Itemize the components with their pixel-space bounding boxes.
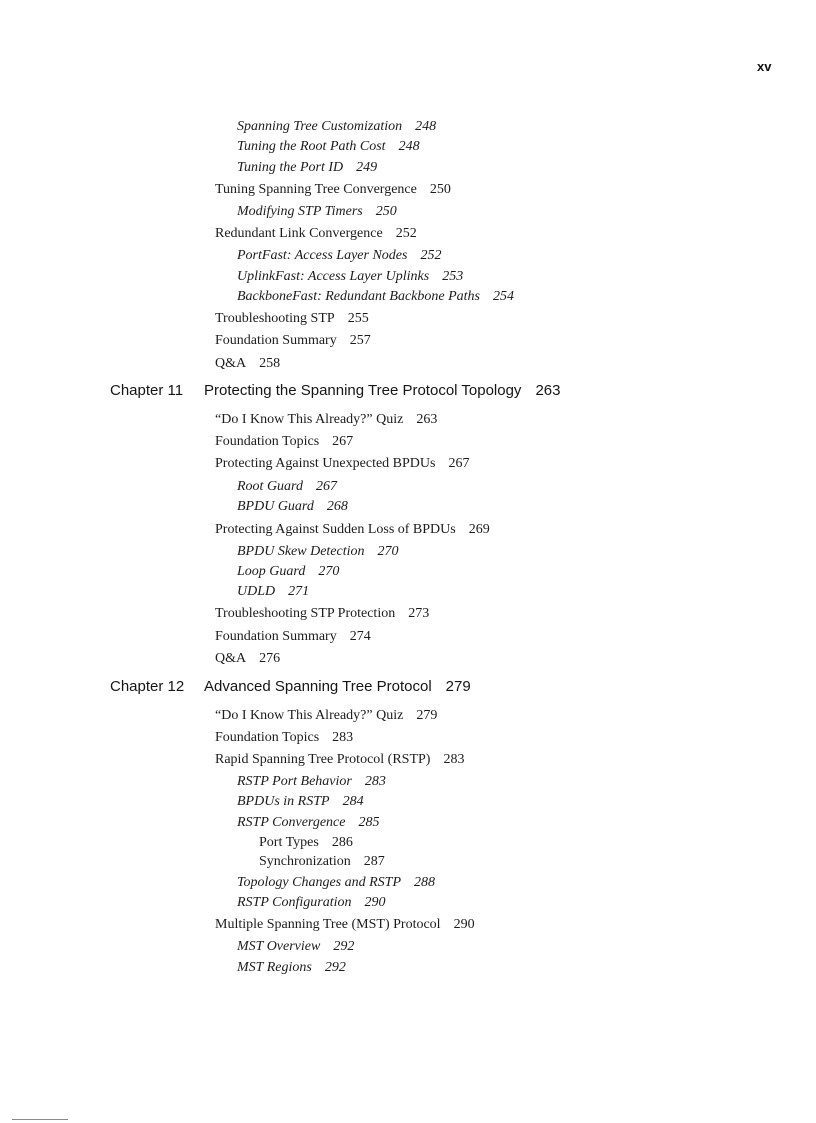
entry-title: Foundation Summary: [215, 333, 337, 348]
entry-title: MST Regions: [237, 960, 312, 975]
entry-title: Foundation Topics: [215, 434, 320, 449]
toc-entry: [237, 814, 379, 832]
entry-page: 283: [443, 752, 465, 767]
entry-page: 263: [416, 412, 438, 427]
entry-page: 269: [468, 522, 490, 537]
entry-page: 284: [342, 794, 364, 809]
toc-entry: [215, 225, 417, 243]
entry-title: Foundation Summary: [215, 629, 337, 644]
chapter-page: 279: [445, 678, 471, 695]
entry-title: UDLD: [237, 584, 276, 599]
entry-page: 283: [332, 730, 354, 745]
toc-entry: [237, 894, 385, 912]
chapter-title: Advanced Spanning Tree Protocol: [204, 678, 432, 695]
entry-page: 267: [315, 479, 337, 494]
page-number: xv: [757, 59, 772, 74]
entry-page: 285: [358, 815, 380, 830]
toc-entry: [237, 543, 399, 561]
entry-title: Root Guard: [237, 479, 303, 494]
entry-title: Port Types: [259, 835, 319, 850]
entry-page: 286: [331, 835, 353, 850]
entry-page: 287: [363, 854, 385, 869]
entry-title: Multiple Spanning Tree (MST) Protocol: [215, 917, 441, 932]
entry-page: 273: [408, 606, 430, 621]
entry-page: 258: [259, 356, 281, 371]
entry-page: 267: [332, 434, 354, 449]
chapter-label: Chapter 12: [110, 678, 185, 695]
entry-title: MST Overview: [237, 939, 321, 954]
entry-title: Synchronization: [259, 854, 351, 869]
entry-title: Protecting Against Unexpected BPDUs: [215, 456, 436, 471]
entry-page: 250: [375, 204, 397, 219]
toc-entry: [237, 478, 337, 496]
toc-entry: [237, 959, 346, 977]
toc-entry: [237, 203, 397, 221]
toc-entry: [215, 521, 490, 539]
entry-title: Tuning the Root Path Cost: [237, 139, 386, 154]
toc-entry: [237, 138, 420, 156]
entry-title: Troubleshooting STP: [215, 311, 335, 326]
toc-entry: [215, 729, 353, 747]
footer-rule: [12, 1119, 68, 1120]
entry-page: 276: [259, 651, 281, 666]
entry-page: 249: [356, 160, 378, 175]
entry-page: 267: [448, 456, 470, 471]
toc-entry: [237, 793, 364, 811]
toc-entry: [259, 853, 385, 871]
entry-page: 255: [347, 311, 369, 326]
toc-entry: [237, 118, 436, 136]
toc-entry: [237, 773, 386, 791]
entry-title: RSTP Port Behavior: [237, 774, 352, 789]
chapter-heading: [0, 381, 816, 401]
entry-page: 290: [364, 895, 386, 910]
toc-entry: [215, 628, 371, 646]
chapter-heading: [0, 677, 816, 697]
toc-entry: [237, 583, 309, 601]
chapter-page: 263: [535, 382, 561, 399]
entry-title: “Do I Know This Already?” Quiz: [215, 708, 404, 723]
toc-entry: [237, 268, 463, 286]
toc-entry: [259, 834, 353, 852]
toc-entry: [237, 247, 441, 265]
entry-title: BPDUs in RSTP: [237, 794, 330, 809]
toc-entry: [215, 605, 429, 623]
toc-entry: [237, 159, 377, 177]
entry-title: Q&A: [215, 651, 247, 666]
entry-title: Tuning Spanning Tree Convergence: [215, 182, 417, 197]
entry-page: 292: [333, 939, 355, 954]
entry-page: 292: [324, 960, 346, 975]
entry-title: “Do I Know This Already?” Quiz: [215, 412, 404, 427]
entry-title: RSTP Configuration: [237, 895, 352, 910]
toc-entry: [237, 563, 339, 581]
entry-page: 274: [349, 629, 371, 644]
toc-entry: [215, 650, 280, 668]
entry-page: 270: [377, 544, 399, 559]
entry-page: 270: [318, 564, 340, 579]
toc-entry: [215, 751, 464, 769]
entry-title: PortFast: Access Layer Nodes: [237, 248, 408, 263]
toc-entry: [215, 916, 475, 934]
entry-title: Spanning Tree Customization: [237, 119, 403, 134]
entry-title: Loop Guard: [237, 564, 306, 579]
entry-page: 279: [416, 708, 438, 723]
toc-entry: [215, 310, 369, 328]
toc-entry: [215, 455, 469, 473]
entry-title: Protecting Against Sudden Loss of BPDUs: [215, 522, 456, 537]
toc-entry: [237, 288, 514, 306]
entry-page: 252: [420, 248, 442, 263]
toc-entry: [237, 938, 354, 956]
toc-entry: [215, 355, 280, 373]
entry-title: Troubleshooting STP Protection: [215, 606, 396, 621]
chapter-title: Protecting the Spanning Tree Protocol Topology: [204, 382, 522, 399]
chapter-label: Chapter 11: [110, 382, 184, 399]
entry-title: Redundant Link Convergence: [215, 226, 383, 241]
entry-page: 250: [429, 182, 451, 197]
entry-title: Foundation Topics: [215, 730, 320, 745]
entry-page: 290: [453, 917, 475, 932]
entry-title: RSTP Convergence: [237, 815, 346, 830]
entry-page: 248: [415, 119, 437, 134]
entry-title: Q&A: [215, 356, 247, 371]
entry-title: Topology Changes and RSTP: [237, 875, 401, 890]
toc-entry: [215, 332, 371, 350]
toc-entry: [215, 433, 353, 451]
entry-page: 248: [398, 139, 420, 154]
entry-page: 271: [288, 584, 310, 599]
toc-entry: [237, 874, 435, 892]
toc-entry: [215, 707, 437, 725]
entry-title: BPDU Skew Detection: [237, 544, 365, 559]
entry-title: BPDU Guard: [237, 499, 314, 514]
entry-page: 257: [349, 333, 371, 348]
entry-title: UplinkFast: Access Layer Uplinks: [237, 269, 430, 284]
entry-title: Tuning the Port ID: [237, 160, 344, 175]
entry-title: Rapid Spanning Tree Protocol (RSTP): [215, 752, 431, 767]
toc-entry: [215, 411, 437, 429]
entry-page: 268: [326, 499, 348, 514]
toc-entry: [215, 181, 451, 199]
entry-title: BackboneFast: Redundant Backbone Paths: [237, 289, 480, 304]
toc-entry: [237, 498, 348, 516]
entry-page: 288: [414, 875, 435, 890]
entry-page: 253: [442, 269, 464, 284]
entry-page: 252: [395, 226, 417, 241]
entry-page: 283: [364, 774, 386, 789]
entry-page: 254: [492, 289, 514, 304]
entry-title: Modifying STP Timers: [237, 204, 363, 219]
